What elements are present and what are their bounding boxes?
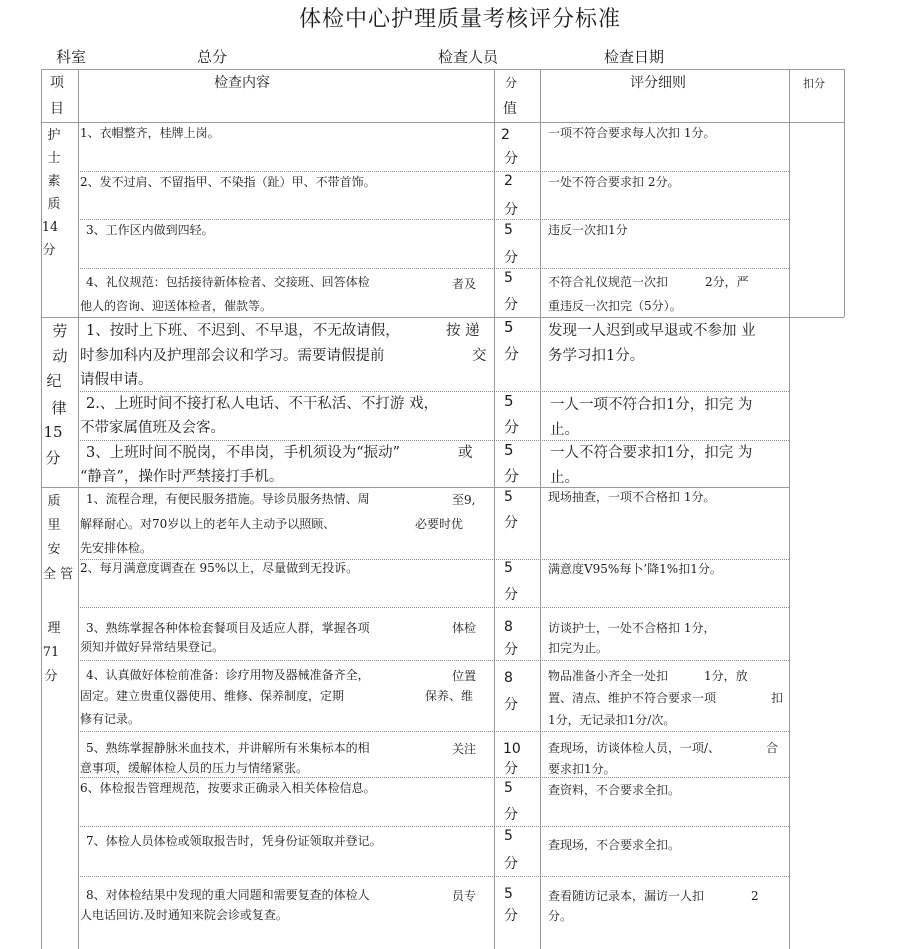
section2-row3-content-1b: 或	[458, 445, 473, 461]
section2-row1-detail-1: 发现一人迟到或早退或不参加 业	[548, 323, 756, 339]
section1-row4-detail-2: 重违反一次扣完（5分）。	[548, 299, 682, 313]
section2-row2-content-1: 2.、上班时间不接打私人电话、不干私活、不打游 戏，	[86, 396, 438, 412]
section2-row1-content-2b: 交	[472, 348, 487, 364]
section3-row5-detail-1b: 合	[766, 741, 779, 755]
section1-row2-detail: 一处不符合要求扣 2分。	[548, 175, 680, 189]
section3-row3-score: 8	[504, 619, 513, 635]
section3-row2-unit: 分	[504, 587, 518, 603]
section3-row3-detail-2: 扣完为止。	[548, 641, 609, 655]
section1-row1-unit: 分	[504, 151, 518, 167]
section1-row2-unit: 分	[504, 202, 518, 218]
section3-row3-content-1b: 体检	[452, 621, 477, 635]
header-deduct: 扣分	[803, 77, 825, 90]
section1-row3-content: 3、工作区内做到四轻。	[86, 223, 214, 237]
section3-row4-score: 8	[504, 670, 513, 686]
section3-row8-detail-2: 分。	[548, 909, 573, 923]
section3-row3-detail-1: 访谈护士，一处不合格扣 1分，	[548, 621, 716, 635]
section2-row1-content-3: 请假申请。	[80, 372, 153, 388]
section2-row3-content-2: “静音”，操作时严禁接打手机。	[80, 469, 284, 485]
section3-row7-unit: 分	[504, 856, 518, 872]
section3-row4-detail-2: 置、清点、维护不符合要求一项	[548, 691, 717, 705]
section2-row2-detail-2: 止。	[550, 422, 579, 438]
section3-row8-detail-1: 查看随访记录本，漏访一人扣	[548, 889, 705, 903]
section2-row2-score: 5	[504, 392, 514, 410]
section1-row1-content: 1、衣帽整齐，桂牌上岗。	[80, 126, 220, 140]
section3-row6-content: 6、体检报告管理规范，按要求正确录入相关体检信息。	[80, 781, 376, 795]
section2-row3-detail-2: 止。	[550, 470, 579, 486]
section2-row1-score: 5	[504, 318, 514, 336]
section1-row4-content-2: 他人的咨询、迎送体检者，催款等。	[80, 299, 273, 313]
dept-label: 科室	[56, 48, 87, 66]
section3-row5-detail-1: 查现场，访谈体检人员，一项/、	[548, 741, 721, 755]
section2-row2-unit: 分	[504, 418, 520, 436]
section3-row2-content: 2、每月满意度调查在 95%以上，尽量做到无投诉。	[80, 561, 359, 575]
section2-row1-content-1b: 按 递	[446, 323, 480, 339]
section3-row4-detail-3: 1分，无记录扣1分/次。	[548, 713, 676, 727]
header-score: 分	[505, 76, 518, 90]
section2-row1-content-2: 时参加科内及护理部会议和学习。需要请假提前	[80, 348, 385, 364]
header-content: 检查内容	[214, 75, 270, 91]
section1-row4-detail-1: 不符合礼仪规范一次扣	[548, 275, 669, 289]
section1-row1-detail: 一项不符合要求每人次扣 1分。	[548, 126, 716, 140]
header-item-2: 目	[50, 101, 64, 117]
section3-row1-content-2: 解释耐心。对70岁以上的老年人主动予以照顾、	[80, 517, 336, 531]
section3-row8-content-1: 8、对体检结果中发现的重大同题和需要复查的体检人	[86, 888, 370, 902]
section1-row1-score: 2	[501, 127, 510, 143]
section1-row4-unit: 分	[504, 297, 518, 313]
section3-row1-detail: 现场抽查，一项不合格扣 1分。	[548, 490, 716, 504]
section1-row3-score: 5	[504, 222, 513, 238]
header-score-2: 值	[503, 101, 517, 117]
section3-row4-unit: 分	[504, 697, 518, 713]
section3-row4-content-1b: 位置	[452, 669, 477, 683]
section3-row5-content-2: 意事项，缓解体检人员的压力与情绪紧张。	[80, 761, 309, 775]
section3-row3-content-1: 3、熟练掌握各种体检套餐项目及适应人群，掌握各项	[86, 621, 370, 635]
section1-row4-detail-1b: 2分，严	[705, 275, 749, 289]
total-score-label: 总分	[197, 48, 228, 66]
section3-row6-score: 5	[504, 780, 513, 796]
section3-row3-unit: 分	[504, 642, 518, 658]
section3-row5-content-1: 5、熟练掌握静脉米血技术，并讲解所有米集标本的相	[86, 741, 370, 755]
section3-row4-content-2: 固定。建立贵重仪器使用、维修、保养制度，定期	[80, 689, 345, 703]
section3-row6-unit: 分	[504, 807, 518, 823]
section3-row5-detail-2: 要求扣1分。	[548, 762, 616, 776]
section1-row3-detail: 违反一次扣1分	[548, 223, 628, 237]
section3-row1-content-1b: 至9,	[452, 493, 476, 507]
section2-row1-detail-2: 务学习扣1分。	[548, 348, 645, 364]
inspector-label: 检查人员	[438, 48, 499, 66]
section2-row3-score: 5	[504, 441, 514, 459]
section3-row7-detail: 查现场，不合要求全扣。	[548, 838, 681, 852]
section2-row1-unit: 分	[504, 345, 520, 363]
section3-row5-content-1b: 关注	[452, 742, 477, 756]
document-title: 体检中心护理质量考核评分标准	[298, 7, 621, 32]
section2-row3-detail-1: 一人不符合要求扣1分，扣完 为	[550, 445, 753, 461]
section3-row2-detail: 满意度V95%每卜’降1%扣1分。	[548, 562, 722, 576]
section3-row8-detail-1b: 2	[751, 889, 759, 903]
section1-row2-score: 2	[504, 173, 513, 189]
section3-row4-detail-1b: 1分，放	[704, 669, 748, 683]
section3-row4-content-3: 修有记录。	[80, 712, 141, 726]
section3-row8-score: 5	[504, 886, 513, 902]
section3-row5-score: 10	[503, 741, 521, 757]
section3-row6-detail: 查资料，不合要求全扣。	[548, 783, 681, 797]
section2-row2-detail-1: 一人一项不符合扣1分，扣完 为	[550, 397, 753, 413]
section1-row4-content-1: 4、礼仪规范：包括接待新体检者、交接班、回答体检	[86, 275, 370, 289]
section3-row1-unit: 分	[504, 515, 518, 531]
section3-row4-content-2b: 保养、维	[425, 689, 474, 703]
section2-row3-unit: 分	[504, 467, 520, 485]
inspection-date-label: 检查日期	[604, 48, 665, 66]
section2-row2-content-2: 不带家属值班及会客。	[80, 420, 225, 436]
section3-row8-content-1b: 员专	[452, 889, 477, 903]
section3-row7-content: 7、体检人员体检或领取报告时，凭身份证领取并登记。	[86, 834, 382, 848]
section3-row4-detail-2b: 扣	[771, 691, 784, 705]
section3-row8-unit: 分	[504, 908, 518, 924]
section1-row3-unit: 分	[504, 250, 518, 266]
section3-row3-content-2: 须知并做好异常结果登记。	[80, 640, 225, 654]
section3-row2-score: 5	[504, 560, 513, 576]
section2-row1-content-1: 1、按时上下班、不迟到、不早退，不无故请假，	[86, 323, 400, 339]
section3-row1-content-2b: 必要时优	[415, 517, 464, 531]
section1-row2-content: 2、发不过肩、不留指甲、不染指（趾）甲、不带首饰。	[80, 175, 376, 189]
section3-row1-score: 5	[504, 489, 513, 505]
section3-row8-content-2: 人电话回访.及时通知来院会诊或复查。	[80, 908, 288, 922]
section3-row5-unit: 分	[504, 761, 518, 777]
section1-row4-score: 5	[504, 270, 513, 286]
section1-row4-content-1b: 者及	[452, 277, 477, 291]
section3-row4-content-1: 4、认真做好体检前准备：诊疗用物及器械准备齐全，	[86, 668, 370, 682]
section2-row3-content-1: 3、上班时间不脱岗，不串岗，手机须设为“振动”	[86, 445, 401, 461]
section3-row1-content-1: 1、流程合理，有便民服务措施。导诊员服务热情、周	[86, 492, 370, 506]
header-detail: 评分细则	[630, 75, 686, 91]
section3-row7-score: 5	[504, 828, 513, 844]
header-item: 项	[50, 75, 64, 91]
section3-row1-content-3: 先安排体检。	[80, 541, 153, 555]
section3-row4-detail-1: 物品准备小齐全一处扣	[548, 669, 669, 683]
